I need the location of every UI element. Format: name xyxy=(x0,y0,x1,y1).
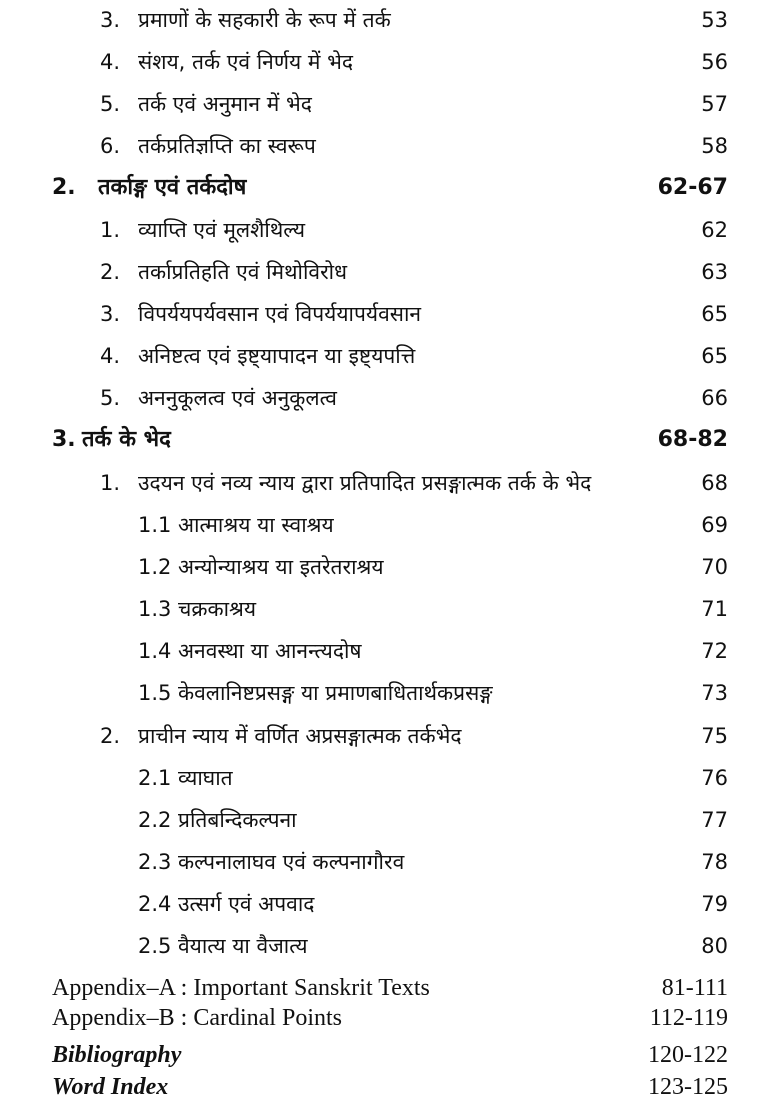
toc-entry xyxy=(0,842,780,882)
entry-number: 1.2 xyxy=(138,555,172,579)
entry-number: 1. xyxy=(100,218,121,242)
toc-section xyxy=(0,420,780,460)
entry-number: 2.5 xyxy=(138,934,172,958)
entry-title: तर्काप्रतिहति एवं मिथोविरोध xyxy=(138,260,348,284)
entry-page: 77 xyxy=(701,808,728,832)
entry-number: 3. xyxy=(100,302,121,326)
toc-entry xyxy=(0,589,780,629)
section-number: 3. xyxy=(52,427,76,452)
toc-entry xyxy=(0,800,780,840)
entry-title: चक्रकाश्रय xyxy=(178,597,257,621)
entry-title: केवलानिष्टप्रसङ्ग या प्रमाणबाधितार्थकप्रसङ्ग xyxy=(178,681,493,705)
toc-entry xyxy=(0,547,780,587)
entry-page: 68 xyxy=(701,471,728,495)
entry-title: व्याप्ति एवं मूलशैथिल्य xyxy=(138,218,306,242)
word-index-entry xyxy=(0,1071,780,1103)
entry-number: 1.1 xyxy=(138,513,172,537)
entry-number: 4. xyxy=(100,50,121,74)
entry-title: Appendix–A : Important Sanskrit Texts xyxy=(52,975,430,1001)
entry-page: 70 xyxy=(701,555,728,579)
toc-entry xyxy=(0,631,780,671)
entry-page: 120-122 xyxy=(648,1042,728,1068)
entry-page: 58 xyxy=(701,134,728,158)
bibliography-entry xyxy=(0,1039,780,1071)
toc-entry xyxy=(0,758,780,798)
entry-page: 80 xyxy=(701,934,728,958)
entry-title: अन्योन्याश्रय या इतरेतराश्रय xyxy=(178,555,384,579)
toc-entry xyxy=(0,126,780,166)
entry-number: 2. xyxy=(100,724,121,748)
entry-number: 1.4 xyxy=(138,639,172,663)
section-title: तर्क के भेद xyxy=(82,427,171,452)
entry-page: 76 xyxy=(701,766,728,790)
entry-title: तर्कप्रतिज्ञप्ति का स्वरूप xyxy=(138,134,316,158)
entry-title: व्याघात xyxy=(178,766,233,790)
entry-title: तर्क एवं अनुमान में भेद xyxy=(138,92,312,116)
entry-page: 66 xyxy=(701,386,728,410)
appendix-b-entry xyxy=(0,1002,780,1034)
toc-entry xyxy=(0,42,780,82)
entry-page: 63 xyxy=(701,260,728,284)
toc-entry xyxy=(0,884,780,924)
entry-page: 65 xyxy=(701,344,728,368)
entry-page: 65 xyxy=(701,302,728,326)
entry-number: 2.3 xyxy=(138,850,172,874)
toc-entry xyxy=(0,463,780,503)
entry-title: अनवस्था या आनन्त्यदोष xyxy=(178,639,362,663)
entry-page: 71 xyxy=(701,597,728,621)
entry-page: 73 xyxy=(701,681,728,705)
entry-number: 5. xyxy=(100,386,121,410)
entry-title: Bibliography xyxy=(52,1042,182,1068)
entry-number: 2. xyxy=(100,260,121,284)
entry-title: प्रतिबन्दिकल्पना xyxy=(178,808,297,832)
toc-entry xyxy=(0,505,780,545)
entry-page: 78 xyxy=(701,850,728,874)
toc-entry xyxy=(0,716,780,756)
entry-number: 2.1 xyxy=(138,766,172,790)
entry-number: 2.4 xyxy=(138,892,172,916)
entry-number: 1.5 xyxy=(138,681,172,705)
entry-number: 1. xyxy=(100,471,121,495)
entry-page: 57 xyxy=(701,92,728,116)
toc-entry xyxy=(0,0,780,40)
toc-entry xyxy=(0,336,780,376)
section-number: 2. xyxy=(52,175,76,200)
entry-number: 6. xyxy=(100,134,121,158)
entry-title: Appendix–B : Cardinal Points xyxy=(52,1005,342,1031)
entry-title: विपर्ययपर्यवसान एवं विपर्ययापर्यवसान xyxy=(138,302,422,326)
entry-page: 53 xyxy=(701,8,728,32)
section-pages: 62-67 xyxy=(657,175,728,200)
entry-title: उत्सर्ग एवं अपवाद xyxy=(178,892,315,916)
entry-number: 1.3 xyxy=(138,597,172,621)
entry-title: संशय, तर्क एवं निर्णय में भेद xyxy=(138,50,354,74)
toc-entry xyxy=(0,926,780,966)
entry-title: अननुकूलत्व एवं अनुकूलत्व xyxy=(138,386,337,410)
entry-page: 72 xyxy=(701,639,728,663)
entry-title: वैयात्य या वैजात्य xyxy=(178,934,308,958)
entry-number: 3. xyxy=(100,8,121,32)
entry-page: 56 xyxy=(701,50,728,74)
toc-entry xyxy=(0,252,780,292)
entry-page: 112-119 xyxy=(649,1005,728,1031)
entry-page: 81-111 xyxy=(661,975,728,1001)
toc-entry xyxy=(0,378,780,418)
entry-page: 79 xyxy=(701,892,728,916)
toc-entry xyxy=(0,84,780,124)
entry-number: 5. xyxy=(100,92,121,116)
entry-title: प्रमाणों के सहकारी के रूप में तर्क xyxy=(138,8,391,32)
entry-number: 2.2 xyxy=(138,808,172,832)
entry-title: Word Index xyxy=(52,1074,169,1100)
entry-page: 69 xyxy=(701,513,728,537)
section-pages: 68-82 xyxy=(657,427,728,452)
entry-title: प्राचीन न्याय में वर्णित अप्रसङ्गात्मक तर्कभेद xyxy=(138,724,462,748)
entry-number: 4. xyxy=(100,344,121,368)
toc-entry xyxy=(0,673,780,713)
appendix-a-entry xyxy=(0,972,780,1004)
entry-page: 75 xyxy=(701,724,728,748)
entry-page: 62 xyxy=(701,218,728,242)
toc-entry xyxy=(0,210,780,250)
entry-title: आत्माश्रय या स्वाश्रय xyxy=(178,513,334,537)
entry-title: कल्पनालाघव एवं कल्पनागौरव xyxy=(178,850,405,874)
entry-title: उदयन एवं नव्य न्याय द्वारा प्रतिपादित प्रसङ्गात्मक तर्क के भेद xyxy=(138,471,592,495)
toc-entry xyxy=(0,294,780,334)
entry-page: 123-125 xyxy=(648,1074,728,1100)
entry-title: अनिष्टत्व एवं इष्ट्यापादन या इष्ट्यपत्ति xyxy=(138,344,416,368)
section-title: तर्काङ्ग एवं तर्कदोष xyxy=(98,175,247,200)
toc-section xyxy=(0,168,780,208)
